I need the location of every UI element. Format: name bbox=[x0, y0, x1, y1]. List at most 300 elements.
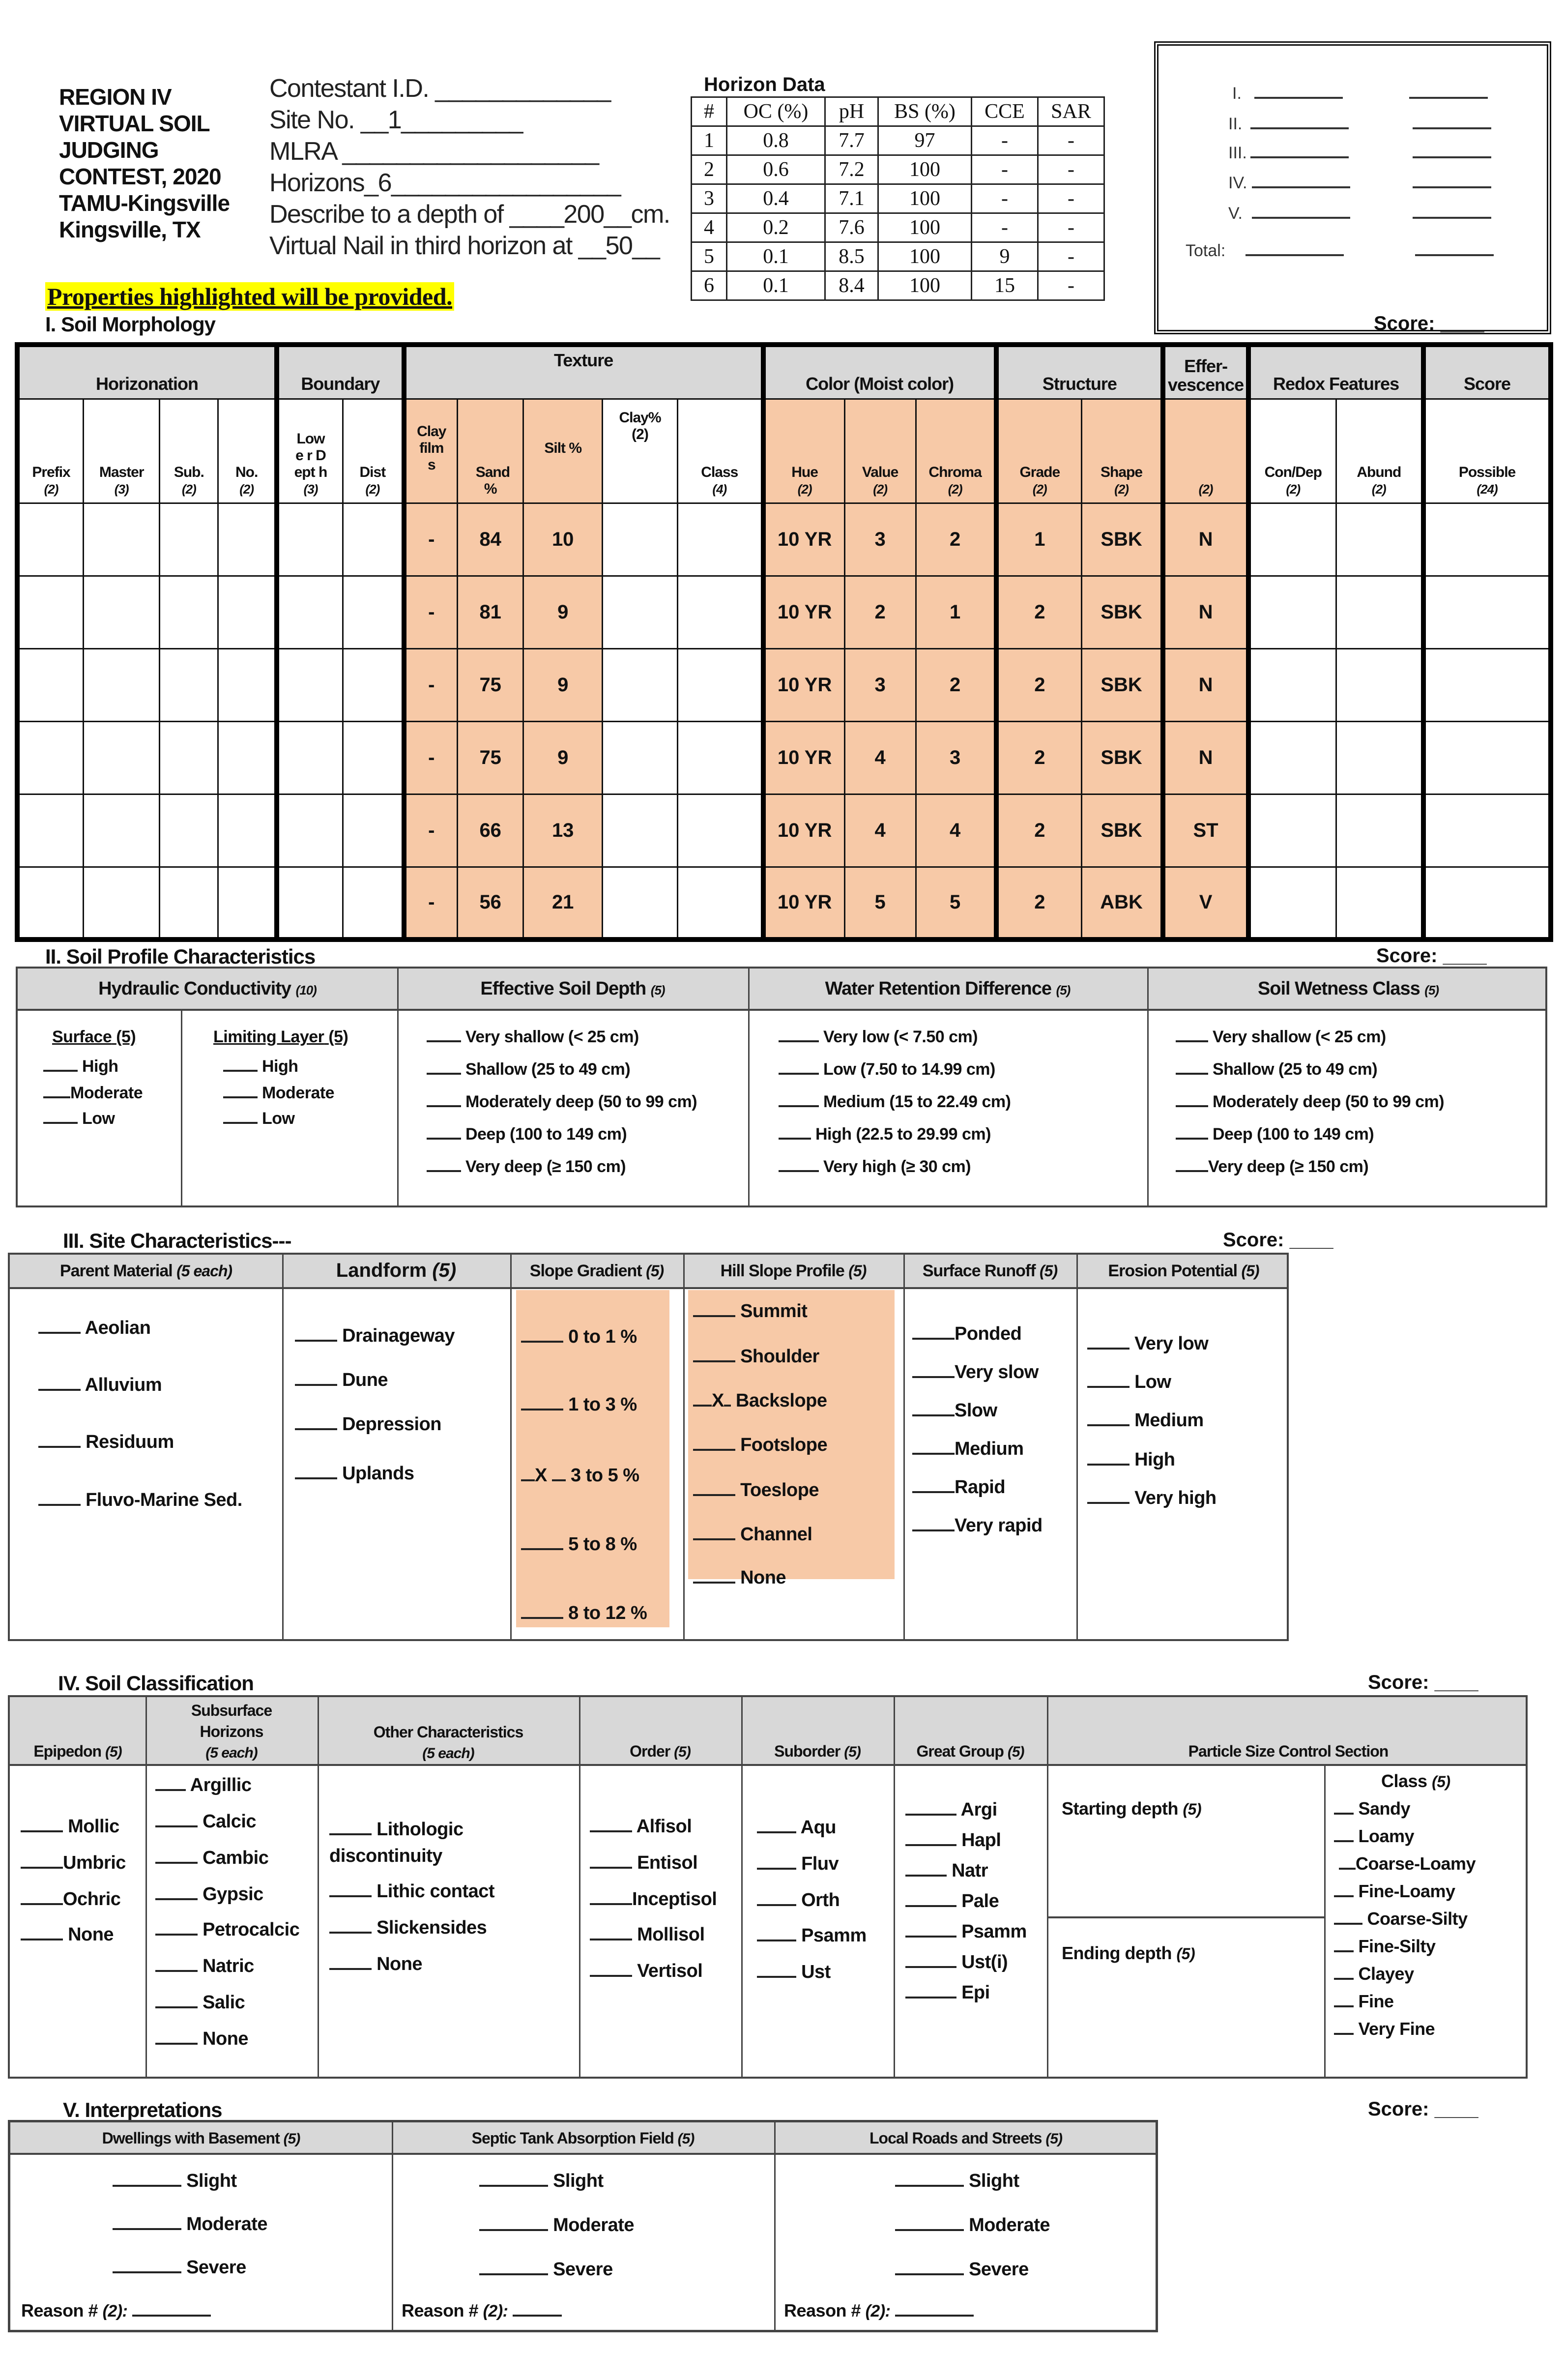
option-water-retention[interactable] bbox=[779, 1092, 1011, 1112]
option-slope-8-12[interactable] bbox=[521, 1603, 647, 1624]
answer-blank bbox=[1334, 1813, 1354, 1815]
option-label: Inceptisol bbox=[632, 1889, 717, 1910]
divider bbox=[282, 1255, 284, 1639]
option-erosion-medium[interactable] bbox=[1087, 1410, 1204, 1431]
label-text: Horizons bbox=[200, 1723, 263, 1740]
dist-cell[interactable] bbox=[343, 576, 404, 648]
option-dwellings-slight[interactable] bbox=[113, 2171, 237, 2192]
option-label: Natric bbox=[203, 1956, 254, 1976]
class-cell[interactable] bbox=[678, 503, 763, 576]
section-title-classification: IV. Soil Classification bbox=[58, 1672, 254, 1695]
no-cell[interactable] bbox=[218, 503, 277, 576]
score-blank[interactable] bbox=[1413, 156, 1491, 158]
con-dep-cell[interactable] bbox=[1248, 721, 1336, 794]
option-water-retention[interactable] bbox=[779, 1028, 978, 1047]
col-header: SAR bbox=[1038, 97, 1104, 126]
dist-cell[interactable] bbox=[343, 721, 404, 794]
section-score[interactable]: Score: ____ bbox=[1368, 1672, 1478, 1693]
option-label: Severe bbox=[969, 2259, 1029, 2280]
option-salic[interactable] bbox=[155, 1992, 245, 2013]
sand-cell: 75 bbox=[457, 721, 523, 794]
option-slope-1-3[interactable] bbox=[521, 1394, 637, 1415]
answer-blank bbox=[912, 1491, 955, 1493]
option-roads-moderate[interactable] bbox=[895, 2215, 1050, 2236]
option-uplands[interactable] bbox=[295, 1463, 414, 1484]
option-surface-low[interactable] bbox=[43, 1109, 115, 1128]
master-cell[interactable] bbox=[84, 503, 160, 576]
option-depression[interactable] bbox=[295, 1414, 441, 1435]
answer-blank bbox=[905, 1905, 956, 1907]
header-label: Effective Soil Depth bbox=[480, 978, 646, 999]
master-cell[interactable] bbox=[84, 576, 160, 648]
label-text: Other Characteristics bbox=[373, 1723, 523, 1741]
option-label: Severe bbox=[186, 2257, 246, 2278]
option-label: Reason # bbox=[784, 2300, 861, 2321]
clay-pct-cell[interactable] bbox=[602, 576, 677, 648]
score-row-label: III. bbox=[1228, 144, 1247, 162]
option-footslope[interactable] bbox=[693, 1435, 827, 1456]
option-label: Residuum bbox=[86, 1432, 174, 1452]
horizons-field[interactable]: Horizons_6_________________ bbox=[269, 169, 621, 197]
option-class-sandy[interactable] bbox=[1334, 1798, 1410, 1819]
option-label: Very deep (≥ 150 cm) bbox=[1208, 1157, 1369, 1176]
clay-pct-cell[interactable] bbox=[602, 648, 677, 721]
option-label: Aqu bbox=[800, 1817, 837, 1838]
option-surface-moderate[interactable] bbox=[43, 1084, 143, 1103]
col-dist bbox=[343, 399, 404, 503]
con-dep-cell[interactable] bbox=[1248, 576, 1336, 648]
answer-blank bbox=[155, 1934, 198, 1936]
no-cell[interactable] bbox=[218, 721, 277, 794]
starting-depth-field[interactable] bbox=[1062, 1798, 1201, 1819]
option-surface-high[interactable] bbox=[43, 1057, 118, 1076]
site-no-field[interactable]: Site No. __1_________ bbox=[269, 106, 522, 134]
clay-pct-cell[interactable] bbox=[602, 794, 677, 867]
option-roads-severe[interactable] bbox=[895, 2259, 1029, 2280]
option-water-retention[interactable] bbox=[779, 1157, 971, 1176]
option-ponded[interactable] bbox=[912, 1323, 1021, 1345]
sub-cell[interactable] bbox=[160, 648, 218, 721]
clay-pct-cell[interactable] bbox=[602, 503, 677, 576]
option-petrocalcic[interactable] bbox=[155, 1919, 299, 1940]
clay-pct-cell[interactable] bbox=[602, 867, 677, 940]
section-score[interactable]: Score: ____ bbox=[1376, 945, 1487, 967]
contestant-id-field[interactable]: Contestant I.D. _____________ bbox=[269, 74, 610, 103]
answer-blank bbox=[155, 1898, 198, 1900]
dist-cell[interactable] bbox=[343, 794, 404, 867]
option-umbric[interactable] bbox=[21, 1852, 126, 1874]
cell: - bbox=[972, 213, 1038, 242]
section-score[interactable]: Score: ____ bbox=[1223, 1229, 1333, 1251]
option-water-retention[interactable] bbox=[779, 1125, 991, 1144]
option-backslope[interactable] bbox=[693, 1390, 827, 1411]
score-blank[interactable] bbox=[1245, 254, 1344, 256]
option-argi[interactable] bbox=[905, 1799, 997, 1821]
no-cell[interactable] bbox=[218, 867, 277, 940]
option-natr[interactable] bbox=[905, 1860, 988, 1881]
class-cell[interactable] bbox=[678, 794, 763, 867]
option-label: Salic bbox=[203, 1992, 245, 2013]
answer-blank bbox=[905, 1875, 947, 1877]
lower-depth-cell[interactable] bbox=[277, 576, 343, 648]
answer-blank bbox=[1334, 2033, 1354, 2035]
option-slope-5-8[interactable] bbox=[521, 1534, 637, 1555]
abund-cell[interactable] bbox=[1336, 721, 1423, 794]
option-slickensides[interactable] bbox=[329, 1917, 487, 1939]
answer-blank bbox=[521, 1548, 563, 1550]
lower-depth-cell[interactable] bbox=[277, 503, 343, 576]
option-mollisol[interactable] bbox=[590, 1924, 705, 1945]
option-label: Umbric bbox=[63, 1852, 126, 1873]
option-natric[interactable] bbox=[155, 1956, 254, 1977]
con-dep-cell[interactable] bbox=[1248, 503, 1336, 576]
no-cell[interactable] bbox=[218, 794, 277, 867]
option-septic-moderate[interactable] bbox=[479, 2215, 634, 2236]
option-none[interactable] bbox=[21, 1924, 114, 1945]
reason-dwellings[interactable] bbox=[21, 2300, 211, 2321]
answer-blank bbox=[427, 1138, 461, 1140]
option-none[interactable] bbox=[155, 2028, 248, 2050]
option-orth[interactable] bbox=[757, 1890, 840, 1911]
score-blank[interactable] bbox=[1413, 186, 1491, 188]
option-limiting-moderate[interactable] bbox=[223, 1084, 334, 1103]
option-label: Very high bbox=[1134, 1488, 1216, 1508]
col-label: Sub. bbox=[174, 464, 204, 480]
option-label: Alfisol bbox=[636, 1816, 692, 1837]
option-class-coarse-loamy[interactable] bbox=[1339, 1853, 1476, 1874]
prefix-cell[interactable] bbox=[17, 503, 84, 576]
option-label: Very low bbox=[1134, 1333, 1209, 1354]
abund-cell[interactable] bbox=[1336, 867, 1423, 940]
sub-cell[interactable] bbox=[160, 721, 218, 794]
option-residuum[interactable] bbox=[38, 1432, 174, 1453]
divider bbox=[1324, 1766, 1326, 2077]
score-blank[interactable] bbox=[1415, 254, 1494, 256]
answer-blank bbox=[590, 1830, 632, 1832]
option-label: Shallow (25 to 49 cm) bbox=[465, 1060, 631, 1079]
option-psamm[interactable] bbox=[905, 1921, 1027, 1942]
answer-blank bbox=[912, 1414, 955, 1416]
option-label: (2): bbox=[483, 2302, 508, 2321]
option-toeslope[interactable] bbox=[693, 1480, 819, 1501]
option-wetness[interactable] bbox=[1176, 1125, 1374, 1144]
cell: 9 bbox=[972, 242, 1038, 271]
sub-cell[interactable] bbox=[160, 867, 218, 940]
cell: 0.8 bbox=[727, 126, 825, 155]
con-dep-cell[interactable] bbox=[1248, 648, 1336, 721]
option-very-slow[interactable] bbox=[912, 1362, 1039, 1383]
prefix-cell[interactable] bbox=[17, 648, 84, 721]
answer-blank bbox=[155, 1970, 198, 1972]
option-summit[interactable] bbox=[693, 1301, 807, 1322]
option-channel[interactable] bbox=[693, 1524, 812, 1545]
option-argillic[interactable] bbox=[155, 1775, 251, 1796]
option-cambic[interactable] bbox=[155, 1848, 268, 1869]
score-blank[interactable] bbox=[1413, 217, 1491, 219]
sub-cell[interactable] bbox=[160, 794, 218, 867]
option-class-loamy[interactable] bbox=[1334, 1826, 1414, 1847]
col-abund bbox=[1336, 399, 1423, 503]
option-label: Coarse-Loamy bbox=[1356, 1853, 1476, 1874]
points: (5) bbox=[328, 1028, 348, 1046]
option-ochric[interactable] bbox=[21, 1889, 120, 1910]
option-erosion-very-low[interactable] bbox=[1087, 1333, 1208, 1354]
option-dune[interactable] bbox=[295, 1370, 388, 1391]
value-cell: 5 bbox=[844, 867, 916, 940]
horizon-row bbox=[17, 867, 1551, 940]
divider bbox=[683, 1255, 685, 1639]
master-cell[interactable] bbox=[84, 794, 160, 867]
option-label: discontinuity bbox=[329, 1846, 442, 1866]
answer-blank bbox=[21, 1830, 63, 1832]
answer-blank bbox=[757, 1904, 796, 1906]
prefix-cell[interactable] bbox=[17, 576, 84, 648]
abund-cell[interactable] bbox=[1336, 576, 1423, 648]
parent-material-header bbox=[10, 1262, 282, 1281]
option-hapl[interactable] bbox=[905, 1830, 1001, 1851]
option-dwellings-severe[interactable] bbox=[113, 2257, 246, 2278]
section-score[interactable]: Score: ____ bbox=[1374, 313, 1484, 334]
label-text: Epipedon bbox=[33, 1742, 102, 1760]
label-text: Subsurface bbox=[191, 1702, 272, 1719]
possible-cell[interactable] bbox=[1423, 867, 1551, 940]
possible-cell[interactable] bbox=[1423, 648, 1551, 721]
score-blank[interactable] bbox=[1252, 186, 1350, 188]
option-wetness[interactable] bbox=[1176, 1092, 1444, 1112]
answer-blank bbox=[155, 1789, 186, 1791]
option-label: (5) bbox=[1176, 1945, 1195, 1963]
option-wetness[interactable] bbox=[1176, 1157, 1368, 1176]
reason-septic[interactable] bbox=[402, 2300, 562, 2321]
silt-cell: 9 bbox=[523, 576, 602, 648]
lower-depth-cell[interactable] bbox=[277, 794, 343, 867]
option-ust[interactable] bbox=[757, 1962, 831, 1983]
label-text: (5 each) bbox=[176, 1262, 232, 1280]
option-alfisol[interactable] bbox=[590, 1816, 692, 1837]
prefix-cell[interactable] bbox=[17, 794, 84, 867]
class-cell[interactable] bbox=[678, 648, 763, 721]
answer-blank bbox=[427, 1105, 461, 1107]
section-score[interactable]: Score: ____ bbox=[1368, 2098, 1478, 2120]
option-none[interactable] bbox=[693, 1567, 786, 1588]
mlra-field[interactable]: MLRA ___________________ bbox=[269, 137, 599, 166]
label: Limiting Layer bbox=[213, 1028, 324, 1046]
master-cell[interactable] bbox=[84, 867, 160, 940]
answer-blank bbox=[1334, 1978, 1354, 1980]
option-aeolian[interactable] bbox=[38, 1318, 150, 1339]
option-alluvium[interactable] bbox=[38, 1375, 162, 1396]
depth-field[interactable]: Describe to a depth of ____200__cm. bbox=[269, 200, 670, 229]
subsurface-header bbox=[145, 1700, 318, 1763]
score-blank[interactable] bbox=[1252, 217, 1350, 219]
no-cell[interactable] bbox=[218, 576, 277, 648]
ending-depth-field[interactable] bbox=[1062, 1943, 1195, 1964]
master-cell[interactable] bbox=[84, 648, 160, 721]
cell: 100 bbox=[878, 155, 972, 184]
class-cell[interactable] bbox=[678, 576, 763, 648]
cell: - bbox=[1038, 126, 1104, 155]
reason-roads[interactable] bbox=[784, 2300, 974, 2321]
option-class-fine-silty[interactable] bbox=[1334, 1936, 1436, 1957]
class-cell[interactable] bbox=[678, 721, 763, 794]
answer-blank bbox=[132, 2315, 211, 2317]
option-septic-severe[interactable] bbox=[479, 2259, 613, 2280]
option-label: Aeolian bbox=[85, 1318, 151, 1338]
option-inceptisol[interactable] bbox=[590, 1889, 717, 1910]
lower-depth-cell[interactable] bbox=[277, 648, 343, 721]
option-label: Footslope bbox=[740, 1435, 828, 1455]
option-none[interactable] bbox=[329, 1954, 422, 1975]
option-slope-0-1[interactable] bbox=[521, 1326, 637, 1348]
cell: - bbox=[1038, 271, 1104, 300]
lower-depth-cell[interactable] bbox=[277, 721, 343, 794]
option-eff-depth[interactable] bbox=[427, 1092, 697, 1112]
dist-cell[interactable] bbox=[343, 867, 404, 940]
sub-cell[interactable] bbox=[160, 576, 218, 648]
option-label: Dune bbox=[342, 1370, 388, 1390]
option-septic-slight[interactable] bbox=[479, 2171, 604, 2192]
sub-cell[interactable] bbox=[160, 503, 218, 576]
option-epi[interactable] bbox=[905, 1982, 990, 2003]
option-psamm[interactable] bbox=[757, 1925, 867, 1946]
possible-cell[interactable] bbox=[1423, 576, 1551, 648]
possible-cell[interactable] bbox=[1423, 503, 1551, 576]
option-label: Very shallow (< 25 cm) bbox=[1212, 1028, 1386, 1046]
option-gypsic[interactable] bbox=[155, 1884, 263, 1905]
answer-blank bbox=[1176, 1040, 1208, 1042]
score-blank[interactable] bbox=[1250, 156, 1349, 158]
option-limiting-low[interactable] bbox=[223, 1109, 294, 1128]
option-class-clayey[interactable] bbox=[1334, 1964, 1414, 1984]
possible-cell[interactable] bbox=[1423, 721, 1551, 794]
option-slope-3-5[interactable] bbox=[521, 1465, 639, 1486]
option-calcic[interactable] bbox=[155, 1811, 256, 1832]
lower-depth-cell[interactable] bbox=[277, 867, 343, 940]
option-label: Starting depth bbox=[1062, 1798, 1178, 1819]
option-class-fine[interactable] bbox=[1334, 1991, 1394, 2012]
grade-cell: 2 bbox=[996, 648, 1082, 721]
score-blank[interactable] bbox=[1409, 97, 1488, 99]
answer-blank bbox=[155, 1862, 198, 1864]
option-roads-slight[interactable] bbox=[895, 2171, 1019, 2192]
abund-cell[interactable] bbox=[1336, 648, 1423, 721]
option-very-rapid[interactable] bbox=[912, 1515, 1043, 1536]
score-blank[interactable] bbox=[1413, 127, 1491, 129]
option-label: Moderate bbox=[186, 2214, 267, 2234]
answer-blank bbox=[21, 1939, 63, 1940]
answer-blank bbox=[223, 1070, 258, 1072]
abund-cell[interactable] bbox=[1336, 503, 1423, 576]
hue-cell: 10 YR bbox=[763, 721, 845, 794]
option-fluvo-marine[interactable] bbox=[38, 1490, 242, 1511]
answer-blank bbox=[155, 2006, 198, 2008]
label-text: (5) bbox=[1241, 1262, 1259, 1280]
shape-cell: SBK bbox=[1082, 648, 1163, 721]
option-mollic[interactable] bbox=[21, 1816, 119, 1837]
score-row-iv bbox=[1228, 174, 1491, 193]
option-vertisol[interactable] bbox=[590, 1961, 702, 1982]
option-class-coarse-silty[interactable] bbox=[1334, 1909, 1468, 1929]
option-limiting-high[interactable] bbox=[223, 1057, 298, 1076]
option-drainageway[interactable] bbox=[295, 1325, 455, 1347]
nail-field[interactable]: Virtual Nail in third horizon at __50__ bbox=[269, 232, 660, 260]
option-shoulder[interactable] bbox=[693, 1346, 819, 1367]
option-erosion-high[interactable] bbox=[1087, 1449, 1175, 1470]
possible-cell[interactable] bbox=[1423, 794, 1551, 867]
option-class-fine-loamy[interactable] bbox=[1334, 1881, 1455, 1902]
col-master bbox=[84, 399, 160, 503]
no-cell[interactable] bbox=[218, 648, 277, 721]
pscs-header: Particle Size Control Section bbox=[1188, 1742, 1389, 1760]
option-eff-depth[interactable] bbox=[427, 1125, 627, 1144]
option-label: Summit bbox=[740, 1301, 808, 1322]
surface-runoff-header bbox=[903, 1262, 1076, 1281]
cell: 100 bbox=[878, 271, 972, 300]
option-label: Vertisol bbox=[637, 1961, 703, 1981]
option-water-retention[interactable] bbox=[779, 1060, 995, 1079]
option-eff-depth[interactable] bbox=[427, 1060, 630, 1079]
answer-blank bbox=[38, 1446, 81, 1448]
answer-blank bbox=[1334, 1923, 1362, 1925]
option-slow[interactable] bbox=[912, 1400, 997, 1421]
option-label: Slight bbox=[969, 2171, 1019, 2191]
master-cell[interactable] bbox=[84, 721, 160, 794]
group-effervescence: Effer-vescence bbox=[1163, 345, 1248, 399]
con-dep-cell[interactable] bbox=[1248, 794, 1336, 867]
option-fluv[interactable] bbox=[757, 1853, 839, 1875]
option-entisol[interactable] bbox=[590, 1852, 697, 1874]
cell: 7.2 bbox=[825, 155, 878, 184]
divider bbox=[392, 2122, 393, 2330]
option-label: Orth bbox=[801, 1890, 840, 1910]
dist-cell[interactable] bbox=[343, 503, 404, 576]
abund-cell[interactable] bbox=[1336, 794, 1423, 867]
score-blank[interactable] bbox=[1254, 97, 1343, 99]
answer-blank bbox=[912, 1453, 955, 1455]
dist-cell[interactable] bbox=[343, 648, 404, 721]
option-label: Ust bbox=[801, 1962, 831, 1982]
option-eff-depth[interactable] bbox=[427, 1157, 626, 1176]
col-value bbox=[844, 399, 916, 503]
cell: - bbox=[1038, 213, 1104, 242]
option-erosion-low[interactable] bbox=[1087, 1372, 1171, 1393]
option-ust-i[interactable] bbox=[905, 1952, 1008, 1973]
prefix-cell[interactable] bbox=[17, 867, 84, 940]
option-erosion-very-high[interactable] bbox=[1087, 1488, 1216, 1509]
divider bbox=[1047, 1916, 1324, 1918]
option-rapid[interactable] bbox=[912, 1477, 1005, 1498]
col-label: Master bbox=[99, 464, 144, 480]
option-wetness[interactable] bbox=[1176, 1028, 1386, 1047]
option-class-very-fine[interactable] bbox=[1334, 2019, 1435, 2039]
option-aqu[interactable] bbox=[757, 1817, 836, 1838]
score-blank[interactable] bbox=[1250, 127, 1349, 129]
con-dep-cell[interactable] bbox=[1248, 867, 1336, 940]
option-lithic-contact[interactable] bbox=[329, 1881, 494, 1902]
option-label: Gypsic bbox=[203, 1884, 263, 1905]
option-eff-depth[interactable] bbox=[427, 1028, 639, 1047]
class-cell[interactable] bbox=[678, 867, 763, 940]
answer-blank bbox=[1334, 1895, 1354, 1897]
prefix-cell[interactable] bbox=[17, 721, 84, 794]
option-dwellings-moderate[interactable] bbox=[113, 2214, 267, 2235]
option-wetness[interactable] bbox=[1176, 1060, 1377, 1079]
option-pale[interactable] bbox=[905, 1891, 999, 1912]
table-row bbox=[692, 155, 1104, 184]
clay-pct-cell[interactable] bbox=[602, 721, 677, 794]
option-lithologic-discontinuity[interactable] bbox=[329, 1819, 463, 1840]
option-medium[interactable] bbox=[912, 1439, 1024, 1460]
